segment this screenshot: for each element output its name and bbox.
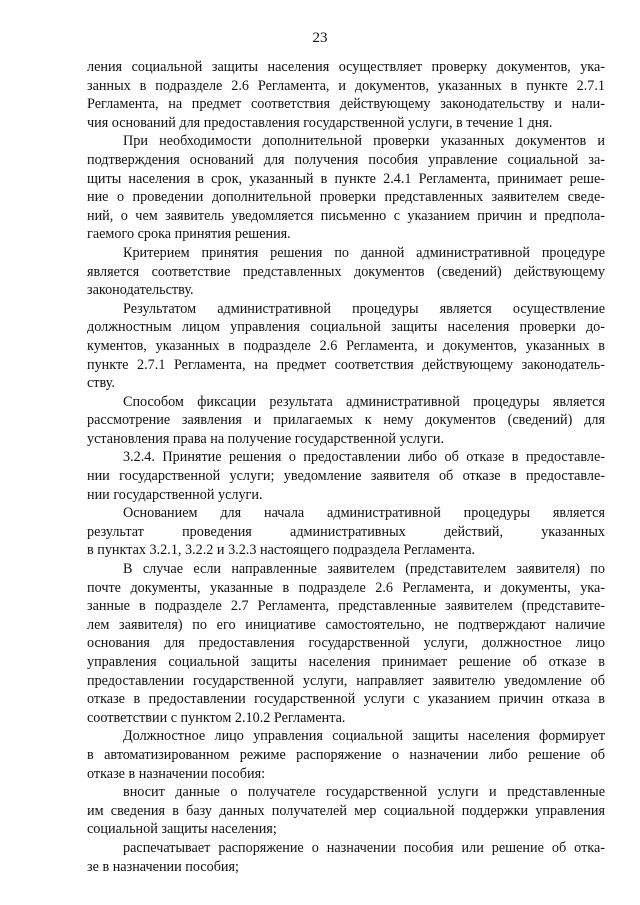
- text-line: законодательству.: [87, 282, 194, 299]
- text-line: чия оснований для предоставления государственной услуги, в течение 1 дня.: [87, 114, 553, 131]
- text-line: Способом фиксации результата административной процедуры является: [123, 393, 605, 410]
- text-line: почте документы, указанные в подразделе 2.6 Регламента, и документы, ука-: [87, 579, 605, 596]
- text-line: пункте 2.7.1 Регламента, на предмет соответствия действующему законодатель-: [87, 356, 605, 373]
- paragraph: [87, 393, 605, 449]
- text-line: им сведения в базу данных получателей мер социальной поддержки управления: [87, 802, 605, 819]
- text-line: установления права на получение государственной услуги.: [87, 430, 444, 447]
- text-line: занных в подразделе 2.6 Регламента, и документов, указанных в пункте 2.7.1: [87, 77, 605, 94]
- text-line: Основанием для начала административной процедуры является: [123, 505, 605, 522]
- text-line: подтверждения оснований для получения пособия управление социальной за-: [87, 151, 605, 168]
- text-line: отказе в предоставлении государственной услуги с указанием причин отказа в: [87, 691, 605, 708]
- text-line: соответствии с пунктом 2.10.2 Регламента.: [87, 709, 346, 726]
- paragraph: [87, 244, 605, 300]
- text-line: зе в назначении пособия;: [87, 858, 239, 875]
- text-line: нии государственной услуги; уведомление заявителя об отказе в предоставле-: [87, 468, 605, 485]
- text-line: является соответствие представленных документов (сведений) действующему: [87, 263, 605, 280]
- text-line: ления социальной защиты населения осуществляет проверку документов, ука-: [87, 59, 605, 75]
- text-line: Результатом административной процедуры является осуществление: [123, 300, 605, 317]
- text-line: нии государственной услуги.: [87, 486, 263, 503]
- text-line: предоставлении государственной услуги, направляет заявителю уведомление об: [87, 672, 605, 689]
- paragraph: [87, 300, 605, 393]
- text-line: Регламента, на предмет соответствия действующему законодательству и нали-: [87, 96, 605, 113]
- document-body: [87, 58, 605, 876]
- text-line: отказе в назначении пособия:: [87, 765, 266, 782]
- text-line: результат проведения административных действий, указанных: [87, 523, 605, 540]
- paragraph: [87, 58, 605, 132]
- text-line: щиты населения в срок, указанный в пункте 2.4.1 Регламента, принимает реше-: [87, 170, 605, 187]
- text-line: вносит данные о получателе государственной услуги и представленные: [123, 784, 605, 801]
- text-line: должностным лицом управления социальной защиты населения проверки до-: [87, 319, 605, 336]
- paragraph: [87, 132, 605, 244]
- text-line: основания для предоставления государственной услуги, должностное лицо: [87, 635, 605, 652]
- text-line: гаемого срока принятия решения.: [87, 226, 291, 243]
- text-line: управления социальной защиты населения принимает решение об отказе в: [87, 654, 605, 670]
- paragraph: [87, 783, 605, 839]
- text-line: лем заявителя) по его инициативе самостоятельно, не подтверждают наличие: [87, 616, 605, 633]
- text-line: ние о проведении дополнительной проверки представленных заявителем сведе-: [87, 189, 605, 206]
- text-line: Критерием принятия решения по данной административной процедуре: [123, 244, 605, 261]
- paragraph: [87, 448, 605, 504]
- text-line: 3.2.4. Принятие решения о предоставлении либо об отказе в предоставле-: [123, 449, 605, 466]
- text-line: ству.: [87, 375, 115, 392]
- text-line: Должностное лицо управления социальной защиты населения формирует: [123, 728, 605, 745]
- text-line: в автоматизированном режиме распоряжение о назначении либо решение об: [87, 746, 605, 763]
- paragraph: [87, 839, 605, 876]
- paragraph: [87, 504, 605, 560]
- paragraph: [87, 727, 605, 783]
- text-line: социальной защиты населения;: [87, 821, 277, 838]
- text-line: ний, о чем заявитель уведомляется письменно с указанием причин и предпола-: [87, 207, 605, 224]
- text-line: занные в подразделе 2.7 Регламента, представленные заявителем (представите-: [87, 598, 605, 615]
- text-line: распечатывает распоряжение о назначении пособия или решение об отка-: [123, 839, 605, 856]
- text-line: рассмотрение заявления и прилагаемых к нему документов (сведений) для: [87, 412, 605, 429]
- text-line: При необходимости дополнительной проверки указанных документов и: [123, 133, 605, 150]
- page-number: 23: [312, 30, 328, 46]
- paragraph: [87, 560, 605, 727]
- text-line: кументов, указанных в подразделе 2.6 Регламента, и документов, указанных в: [87, 337, 605, 354]
- text-line: в пунктах 3.2.1, 3.2.2 и 3.2.3 настоящего подраздела Регламента.: [87, 542, 476, 559]
- text-line: В случае если направленные заявителем (представителем заявителя) по: [123, 561, 605, 578]
